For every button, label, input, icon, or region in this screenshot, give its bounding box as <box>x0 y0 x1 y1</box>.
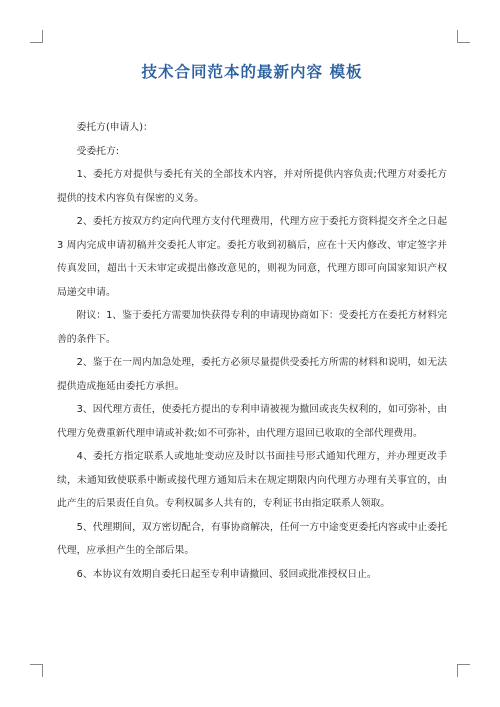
paragraph-addendum-2: 2、鉴于在一周内加急处理，委托方必须尽量提供受委托方所需的材料和说明，如无法提供造成拖延由委托方承担。 <box>57 357 447 392</box>
paragraph-clause-1: 1、委托方对提供与委托有关的全部技术内容，并对所提供内容负责;代理方对委托方提供的技术内容负有保密的义务。 <box>57 169 447 204</box>
paragraph-clause-3: 3、因代理方责任，使委托方提出的专利申请被视为撤回或丧失权利的，如可弥补，由代理方免费重新代理申请或补救;如不可弥补，由代理方退回已收取的全部代理费用。 <box>57 404 447 439</box>
paragraph-clause-5: 5、代理期间，双方密切配合，有事协商解决，任何一方中途变更委托内容或中止委托代理，应承担产生的全部后果。 <box>57 521 447 556</box>
document-title: 技术合同范本的最新内容 模板 <box>141 63 363 81</box>
paragraph-clause-4: 4、委托方指定联系人或地址变动应及时以书面挂号形式通知代理方，并办理更改手续，未通知致使联系中断或接代理方通知后未在规定期限内向代理方办理有关事宜的，由此产生的后果责任自负。专利权属多人共有的，专利证书由指定联系人领取。 <box>57 451 447 509</box>
crop-mark-bottom-left <box>30 664 43 677</box>
crop-mark-bottom-right <box>457 664 470 677</box>
paragraph-clause-6: 6、本协议有效期自委托日起至专利申请撤回、驳回或批准授权日止。 <box>76 568 377 580</box>
paragraph-addendum-1: 附议：1、鉴于委托方需要加快获得专利的申请现协商如下：受委托方在委托方材料完善的条件下。 <box>57 310 447 345</box>
crop-mark-top-right <box>457 30 470 43</box>
document-page <box>57 60 447 586</box>
paragraph-agent: 受委托方: <box>76 145 120 157</box>
crop-mark-top-left <box>30 30 43 43</box>
paragraph-clause-2: 2、委托方按双方约定向代理方支付代理费用，代理方应于委托方资料提交齐全之日起 3 周内完成申请初稿并交委托人审定。委托方收到初稿后，应在十天内修改、审定签字并传真发回，超出十天未审定或提出修改意见的，则视为同意，代理方即可向国家知识产权局递交申请。 <box>57 216 447 298</box>
paragraph-client: 委托方(申请人)： <box>76 122 153 133</box>
